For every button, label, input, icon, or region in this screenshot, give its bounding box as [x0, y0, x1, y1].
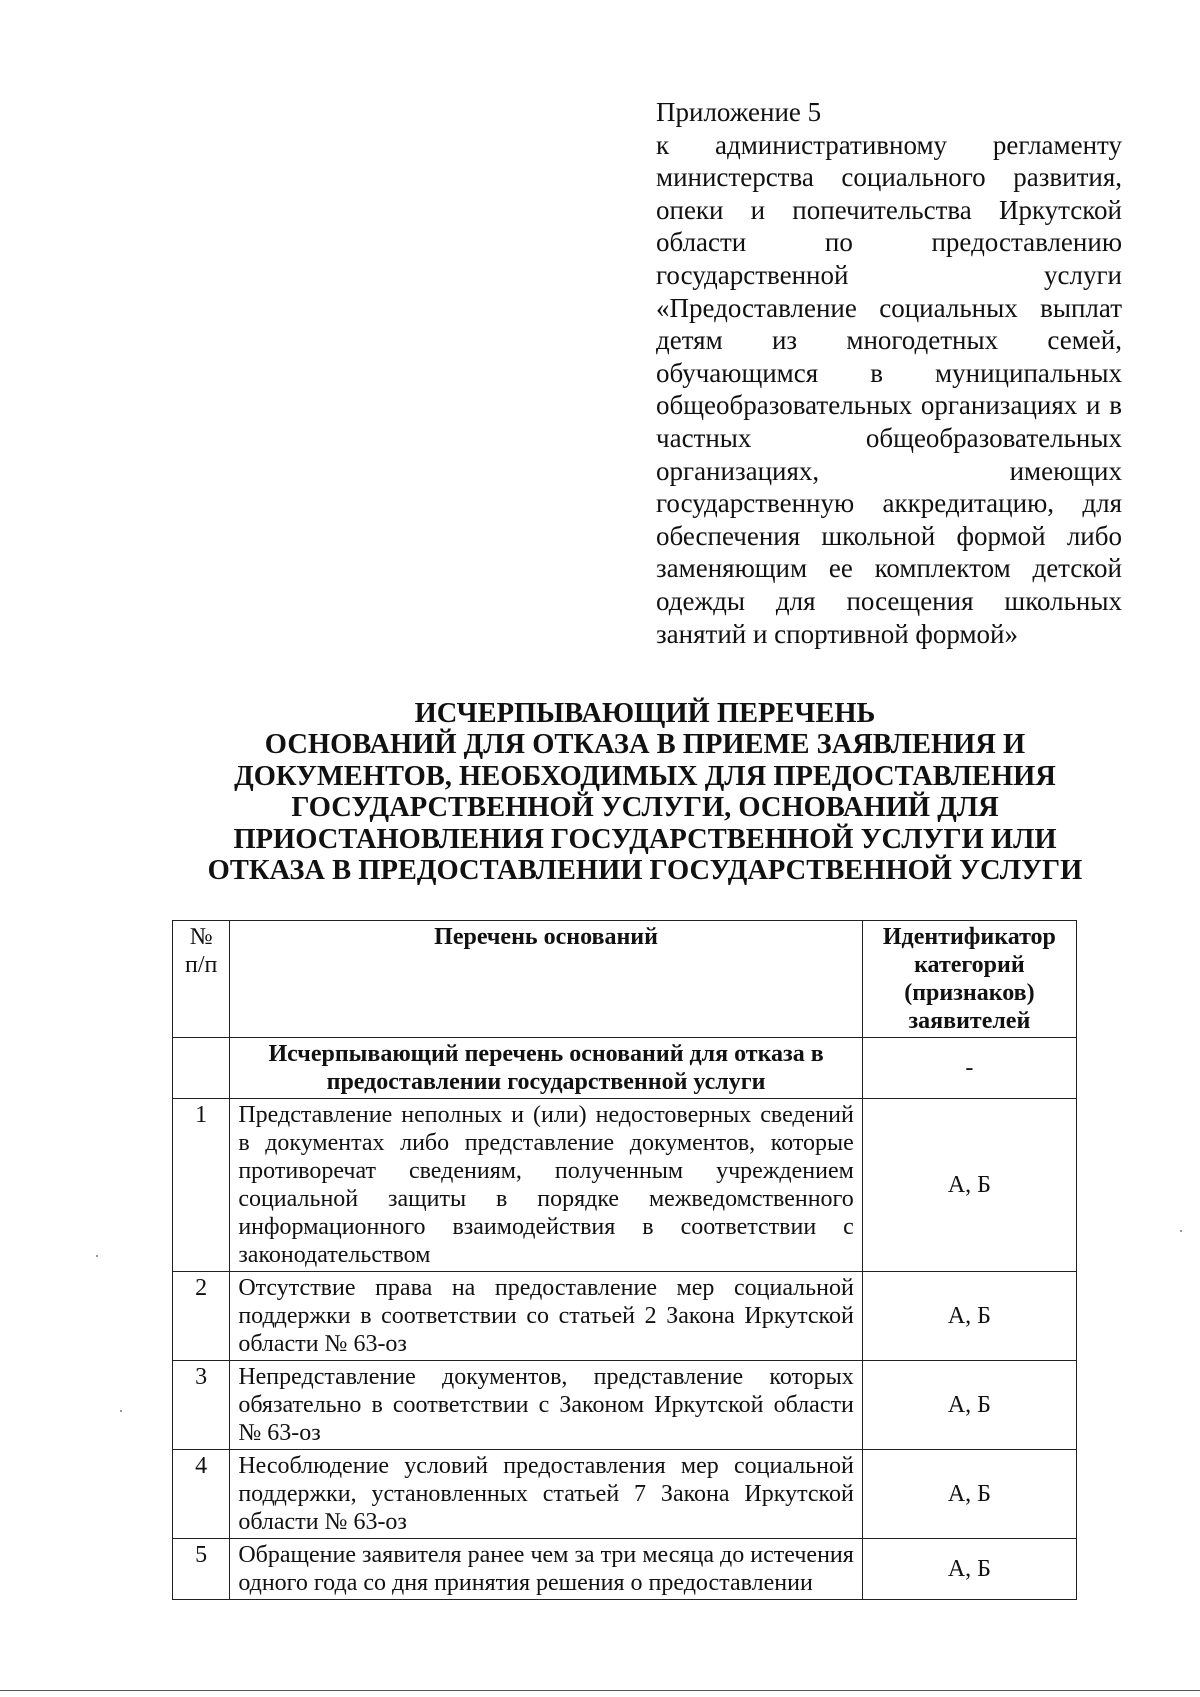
title-line: ГОСУДАРСТВЕННОЙ УСЛУГИ, ОСНОВАНИЙ ДЛЯ [291, 792, 999, 824]
section-identifier: - [862, 1038, 1076, 1099]
table-row [173, 1099, 1077, 1272]
section-num-cell [173, 1038, 230, 1099]
appendix-text: к административному регламенту министерства социального развития, опеки и попечительства Иркутской области по предоставлению государственной услуги «Предоставление социальных выплат детям из многодетных семей, обучающимся в муниципальных общеобразовательных организациях и в частных общеобразовательных организациях, имеющих государственную аккредитацию, для обеспечения школьной формой либо заменяющим ее комплектом детской одежды для посещения школьных занятий и спортивной формой» [656, 129, 1122, 649]
table-row [173, 1450, 1077, 1539]
section-row [173, 1038, 1077, 1099]
title-line: ОТКАЗА В ПРЕДОСТАВЛЕНИИ ГОСУДАРСТВЕННОЙ УСЛУГИ [207, 855, 1083, 887]
title-line: ПРИОСТАНОВЛЕНИЯ ГОСУДАРСТВЕННОЙ УСЛУГИ ИЛИ [233, 823, 1057, 855]
row-num: 5 [173, 1539, 230, 1600]
section-title: Исчерпывающий перечень оснований для отказа в предоставлении государственной услуги [230, 1038, 862, 1099]
grounds-table [172, 920, 1077, 1600]
title-line: ИСЧЕРПЫВАЮЩИЙ ПЕРЕЧЕНЬ [414, 698, 876, 729]
appendix-heading: Приложение 5 [656, 97, 822, 127]
row-text: Представление неполных и (или) недостоверных сведений в документах либо представление документов, которые противоречат сведениям, полученным учреждением социальной защиты в порядке межведомственного информационного взаимодействия в соответствии с законодательством [230, 1099, 862, 1272]
row-text: Отсутствие права на предоставление мер социальной поддержки в соответствии со статьей 2 Закона Иркутской области № 63-оз [230, 1272, 862, 1361]
row-text: Обращение заявителя ранее чем за три месяца до истечения одного года со дня принятия решения о предоставлении [230, 1539, 862, 1600]
row-identifier: А, Б [862, 1099, 1076, 1272]
row-identifier: А, Б [862, 1539, 1076, 1600]
row-num: 4 [173, 1450, 230, 1539]
row-text: Непредставление документов, представление которых обязательно в соответствии с Законом Иркутской области № 63-оз [230, 1361, 862, 1450]
row-num: 3 [173, 1361, 230, 1450]
scan-speck [1180, 1230, 1182, 1232]
scan-speck [120, 1410, 122, 1412]
table-row [173, 1539, 1077, 1600]
table-row [173, 1361, 1077, 1450]
table-header-row [173, 921, 1077, 1038]
row-identifier: А, Б [862, 1361, 1076, 1450]
title-line: ОСНОВАНИЙ ДЛЯ ОТКАЗА В ПРИЕМЕ ЗАЯВЛЕНИЯ И [264, 729, 1026, 761]
document-title [190, 698, 1100, 886]
row-identifier: А, Б [862, 1272, 1076, 1361]
row-num: 1 [173, 1099, 230, 1272]
title-line: ДОКУМЕНТОВ, НЕОБХОДИМЫХ ДЛЯ ПРЕДОСТАВЛЕНИЯ [234, 760, 1056, 792]
appendix-block [656, 96, 1122, 650]
scan-edge-line [0, 1690, 1200, 1691]
scan-speck [96, 1255, 98, 1257]
header-identifier: Идентификатор категорий (признаков) заявителей [862, 921, 1076, 1038]
header-num: № п/п [173, 921, 230, 1038]
header-grounds: Перечень оснований [230, 921, 862, 1038]
row-identifier: А, Б [862, 1450, 1076, 1539]
table-row [173, 1272, 1077, 1361]
row-text: Несоблюдение условий предоставления мер социальной поддержки, установленных статьей 7 Закона Иркутской области № 63-оз [230, 1450, 862, 1539]
row-num: 2 [173, 1272, 230, 1361]
